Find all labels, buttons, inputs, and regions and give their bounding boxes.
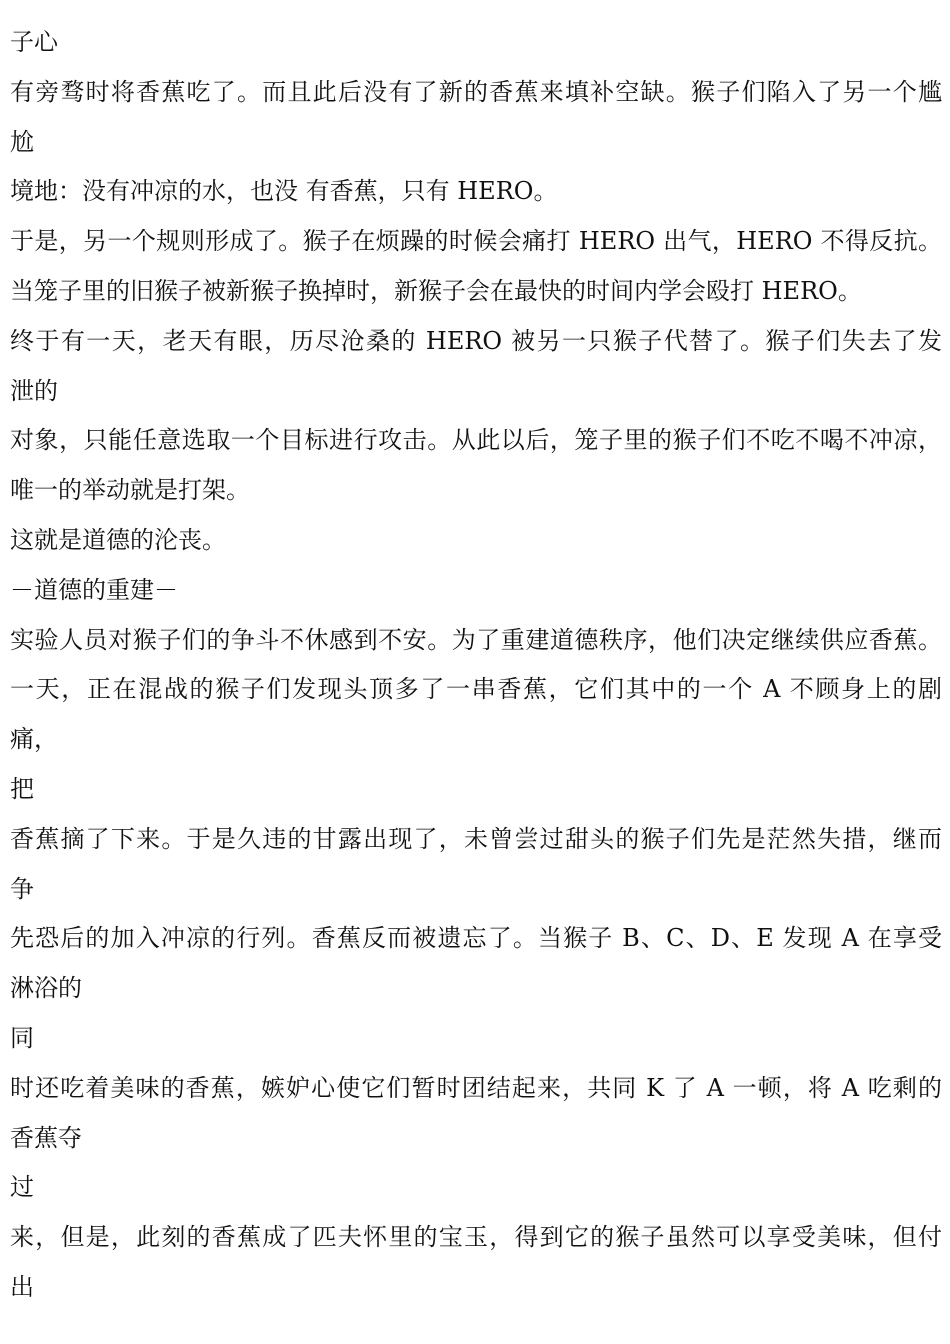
text-line: 境地：没有冲凉的水，也没 有香蕉，只有 HERO。 (10, 177, 558, 206)
text-line: 香蕉夺 (10, 1123, 82, 1152)
text-line: 来，但是，此刻的香蕉成了匹夫怀里的宝玉，得到它的猴子虽然可以享受美味，但付 (10, 1223, 942, 1252)
text-line: 泄的 (10, 376, 58, 405)
text-line: 同 (10, 1023, 34, 1052)
text-line: 香蕉摘了下来。于是久违的甘露出现了，未曾尝过甜头的猴子们先是茫然失措，继而 (10, 824, 942, 853)
text-line: 于是，另一个规则形成了。猴子在烦躁的时候会痛打 HERO 出气，HERO 不得反抗。 (10, 227, 942, 256)
text-line: 唯一的举动就是打架。 (10, 476, 250, 505)
text-line: 时还吃着美味的香蕉，嫉妒心使它们暂时团结起来，共同 K 了 A 一顿，将 A 吃剩的 (10, 1073, 942, 1102)
text-line: 当笼子里的旧猴子被新猴子换掉时，新猴子会在最快的时间内学会殴打 HERO。 (10, 276, 862, 305)
document-page (10, 18, 942, 1313)
text-line: 出 (10, 1272, 34, 1301)
text-line: 有旁骛时将香蕉吃了。而且此后没有了新的香蕉来填补空缺。猴子们陷入了另一个尴 (10, 77, 942, 106)
text-line: 一天，正在混战的猴子们发现头顶多了一串香蕉，它们其中的一个 A 不顾身上的剧 (10, 675, 942, 704)
text-line: 先恐后的加入冲凉的行列。香蕉反而被遗忘了。当猴子 B、C、D、E 发现 A 在享受 (10, 924, 942, 953)
text-line: 争 (10, 874, 34, 903)
text-line: 这就是道德的沦丧。 (10, 525, 226, 554)
text-line: 把 (10, 774, 34, 803)
text-line: 实验人员对猴子们的争斗不休感到不安。为了重建道德秩序，他们决定继续供应香蕉。 (10, 625, 942, 654)
text-line: 终于有一天，老天有眼，历尽沧桑的 HERO 被另一只猴子代替了。猴子们失去了发 (10, 326, 942, 355)
text-line: －道德的重建－ (10, 575, 178, 604)
text-line: 痛， (10, 725, 58, 754)
text-line: 尬 (10, 127, 34, 156)
text-line: 对象，只能任意选取一个目标进行攻击。从此以后，笼子里的猴子们不吃不喝不冲凉， (10, 426, 942, 455)
text-line: 子心 (10, 28, 58, 56)
text-line: 淋浴的 (10, 974, 82, 1003)
text-line: 过 (10, 1173, 34, 1202)
